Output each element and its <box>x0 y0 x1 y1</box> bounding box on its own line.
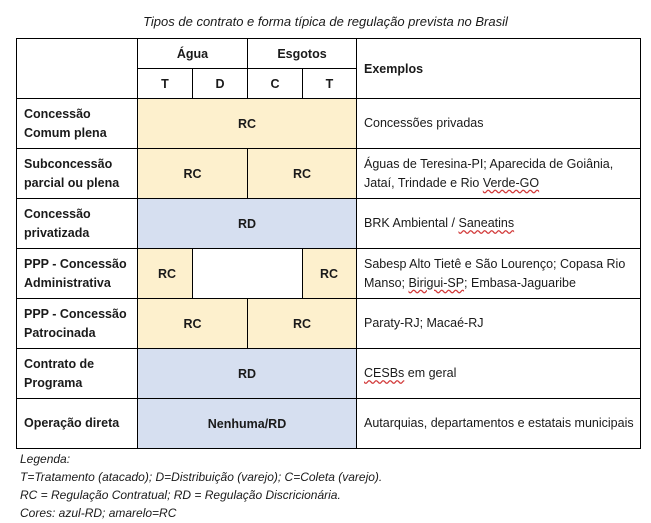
contract-regulation-table <box>16 38 641 449</box>
regulation-cell: RD <box>138 349 357 399</box>
example-cell <box>357 149 641 199</box>
header-sub-t-agua: T <box>138 69 193 99</box>
example-cell: Concessões privadas <box>357 99 641 149</box>
example-cell: Paraty-RJ; Macaé-RJ <box>357 299 641 349</box>
legend-line: RC = Regulação Contratual; RD = Regulação Discricionária. <box>20 488 341 502</box>
example-cell <box>357 199 641 249</box>
legend-line: Cores: azul-RD; amarelo=RC <box>20 506 177 520</box>
row-label: PPP - Concessão Patrocinada <box>17 299 138 349</box>
example-text-spellcheck: Verde-GO <box>482 175 540 190</box>
example-text: Águas de Teresina-PI; Aparecida de Goiânia, Jataí, Trindade e Rio <box>364 156 614 190</box>
table-row <box>17 99 641 149</box>
example-text: Sabesp Alto Tietê e São Lourenço; Copasa Rio Manso; <box>364 256 626 290</box>
table-caption: Tipos de contrato e forma típica de regulação prevista no Brasil <box>143 14 508 29</box>
legend-title: Legenda: <box>20 452 71 466</box>
table-row <box>17 199 641 249</box>
regulation-cell-d <box>193 249 248 299</box>
table-row <box>17 249 641 299</box>
header-agua: Água <box>138 39 248 69</box>
regulation-cell-c <box>248 249 303 299</box>
example-text: em geral <box>404 366 457 380</box>
regulation-cell: Nenhuma/RD <box>138 399 357 449</box>
header-esgotos: Esgotos <box>248 39 357 69</box>
row-label: Operação direta <box>17 399 138 449</box>
header-sub-c: C <box>248 69 303 99</box>
example-cell: Autarquias, departamentos e estatais municipais <box>357 399 641 449</box>
legend <box>20 450 382 522</box>
regulation-cell-t-esgotos: RC <box>303 249 357 299</box>
regulation-cell-agua: RC <box>138 149 248 199</box>
row-label: PPP - Concessão Administrativa <box>17 249 138 299</box>
example-text-spellcheck: Saneatins <box>458 216 515 230</box>
example-text-spellcheck: Birigui-SP <box>408 275 465 290</box>
row-label: Concessão privatizada <box>17 199 138 249</box>
header-sub-d: D <box>193 69 248 99</box>
table-row <box>17 349 641 399</box>
example-cell <box>357 349 641 399</box>
example-text: ; Embasa-Jaguaribe <box>464 275 576 290</box>
table-row <box>17 149 641 199</box>
regulation-cell-esgotos: RC <box>248 299 357 349</box>
table-row <box>17 299 641 349</box>
example-text: BRK Ambiental / <box>364 216 459 230</box>
row-label: Concessão Comum plena <box>17 99 138 149</box>
example-text-spellcheck: CESBs <box>364 366 405 380</box>
regulation-cell-esgotos: RC <box>248 149 357 199</box>
regulation-cell-agua: RC <box>138 299 248 349</box>
legend-line: T=Tratamento (atacado); D=Distribuição (varejo); C=Coleta (varejo). <box>20 470 383 484</box>
example-cell <box>357 249 641 299</box>
header-corner-cell <box>17 39 138 99</box>
regulation-cell: RD <box>138 199 357 249</box>
header-sub-t-esgotos: T <box>303 69 357 99</box>
regulation-cell-t-agua: RC <box>138 249 193 299</box>
regulation-cell: RC <box>138 99 357 149</box>
table-row <box>17 399 641 449</box>
row-label: Contrato de Programa <box>17 349 138 399</box>
header-exemplos: Exemplos <box>357 39 641 99</box>
header-row-1 <box>17 39 641 69</box>
row-label: Subconcessão parcial ou plena <box>17 149 138 199</box>
